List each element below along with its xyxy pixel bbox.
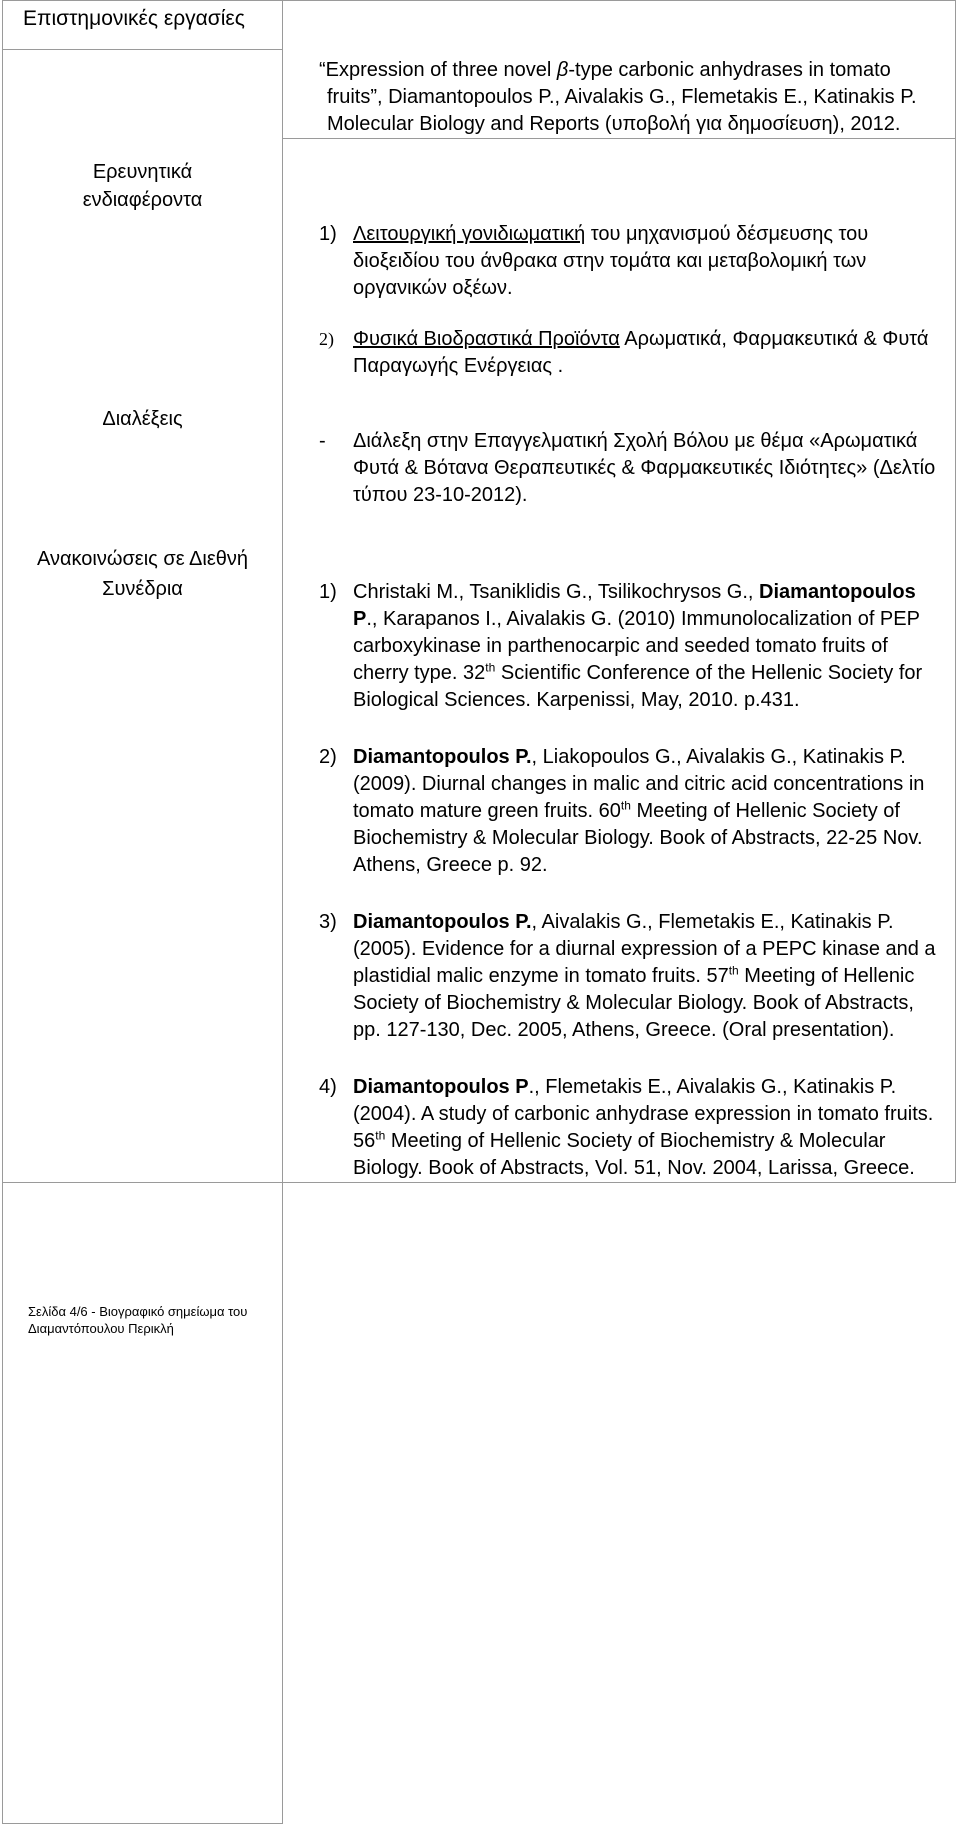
conference-body [353, 1074, 941, 1182]
interest-item-2 [319, 326, 941, 380]
conference-item-3 [319, 909, 941, 1044]
lecture-dash: - [319, 430, 326, 452]
conference-sup: th [728, 963, 739, 978]
conference-body [353, 579, 941, 714]
interests-label [3, 158, 282, 214]
left-label-column [3, 50, 283, 1183]
main-content-cell [283, 139, 956, 1183]
paper-text-a: Expression of three novel [325, 59, 557, 81]
row-left-tail [3, 1183, 956, 1824]
conference-item-4 [319, 1074, 941, 1182]
conference-num: 2) [319, 746, 337, 768]
interest-body [353, 326, 941, 380]
interest-rest: Αρωματικά, Φαρμακευτικά & Φυτά Παραγωγής Ενέργειας . [353, 328, 929, 377]
interests-label-line2: ενδιαφέροντα [82, 189, 203, 211]
footer-line1: Σελίδα 4/6 - Βιογραφικό σημείωμα του [28, 1304, 248, 1319]
conference-post: , Aivalakis G., Flemetakis E., Katinakis P. (2005). Evidence for a diurnal expression of a PEPC kinase and a plastidial malic enzyme in tomato fruits. 57 [353, 911, 936, 987]
paper-text-b: -type carbonic anhydrases in tomato fruits”, Diamantopoulos P., Aivalakis G., Flemetakis E., Katinakis P. Molecular Biology and Reports (υποβολή για δημοσίευση), 2012. [327, 59, 917, 135]
conference-post: , Liakopoulos G., Aivalakis G., Katinakis P. (2009). Diurnal changes in malic and citric acid concentrations in tomato mature green fruits. 60 [353, 746, 925, 822]
page-footer [28, 1303, 247, 1337]
conference-author-bold: Diamantopoulos P [353, 581, 916, 630]
conference-num: 1) [319, 581, 337, 603]
interest-item-1 [319, 221, 941, 302]
conference-post: ., Karapanos I., Aivalakis G. (2010) Immunolocalization of PEP carboxykinase in parthenocarpic and seeded tomato fruits of cherry type. 32 [353, 608, 920, 684]
conference-post: ., Flemetakis E., Aivalakis G., Katinakis P. (2004). A study of carbonic anhydrase expression in tomato fruits. 56 [353, 1076, 934, 1152]
conference-num: 3) [319, 911, 337, 933]
footer-line2: Διαμαντόπουλου Περικλή [28, 1321, 174, 1336]
conference-pre: Christaki M., Tsaniklidis G., Tsilikochrysos G., [353, 581, 760, 603]
conference-sup: th [485, 660, 496, 675]
conferences-list [283, 579, 955, 1182]
lecture-item [283, 428, 955, 509]
conferences-label-line2: Συνέδρια [102, 578, 183, 600]
cv-table [2, 0, 956, 1824]
row-papers [3, 1, 956, 50]
conference-post2: Meeting of Hellenic Society of Biochemistry & Molecular Biology. Book of Abstracts, pp. 127-130, Dec. 2005, Athens, Greece. (Oral presentation). [353, 965, 915, 1041]
papers-label: Επιστημονικές εργασίες [23, 7, 245, 30]
papers-label-cell [3, 1, 283, 50]
interest-num: 2) [319, 329, 334, 349]
conference-author-bold: Diamantopoulos P. [353, 911, 532, 933]
left-tail-cell [3, 1183, 283, 1824]
conference-author-bold: Diamantopoulos P [353, 1076, 529, 1098]
interests-label-line1: Ερευνητικά [92, 161, 193, 183]
lectures-label: Διαλέξεις [102, 408, 183, 430]
conferences-label [3, 544, 282, 604]
interest-underlined: Λειτουργική γονιδιωματική [353, 223, 586, 245]
conference-sup: th [620, 798, 631, 813]
paper-beta: β [556, 59, 569, 81]
paper-entry: “Expression of three novel β-type carbonic anhydrases in tomato fruits”, Diamantopoulos P., Aivalakis G., Flemetakis E., Katinakis P. Molecular Biology and Reports (υποβολή για δημοσίευση), 2012. [319, 59, 917, 135]
interest-num: 1) [319, 223, 337, 245]
conference-post2: Meeting of Hellenic Society of Biochemistry & Molecular Biology. Book of Abstracts, 22-25 Nov. Athens, Greece p. 92. [353, 800, 923, 876]
conference-body [353, 909, 941, 1044]
conference-author-bold: Diamantopoulos P. [353, 746, 532, 768]
interest-rest: του μηχανισμού δέσμευσης του διοξειδίου του άνθρακα στην τομάτα και μεταβολομική των οργανικών οξέων. [353, 223, 869, 299]
conference-post2: Scientific Conference of the Hellenic Society for Biological Sciences. Karpenissi, May, 2010. p.431. [353, 662, 923, 711]
conference-num: 4) [319, 1076, 337, 1098]
interest-body [353, 221, 941, 302]
papers-content-cell [283, 1, 956, 139]
interests-list [283, 139, 955, 380]
conference-item-1 [319, 579, 941, 714]
conferences-label-line1: Ανακοινώσεις σε Διεθνή [36, 548, 249, 570]
lecture-text: Διάλεξη στην Επαγγελματική Σχολή Βόλου με θέμα «Αρωματικά Φυτά & Βότανα Θεραπευτικές & Φαρμακευτικές Ιδιότητες» (Δελτίο τύπου 23-10-2012). [353, 430, 936, 506]
conference-post2: Meeting of Hellenic Society of Biochemistry & Molecular Biology. Book of Abstracts, Vol. 51, Nov. 2004, Larissa, Greece. [353, 1130, 915, 1179]
interest-underlined: Φυσικά Βιοδραστικά Προϊόντα [353, 328, 620, 350]
conference-sup: th [375, 1128, 386, 1143]
conference-item-2 [319, 744, 941, 879]
conference-body [353, 744, 941, 879]
